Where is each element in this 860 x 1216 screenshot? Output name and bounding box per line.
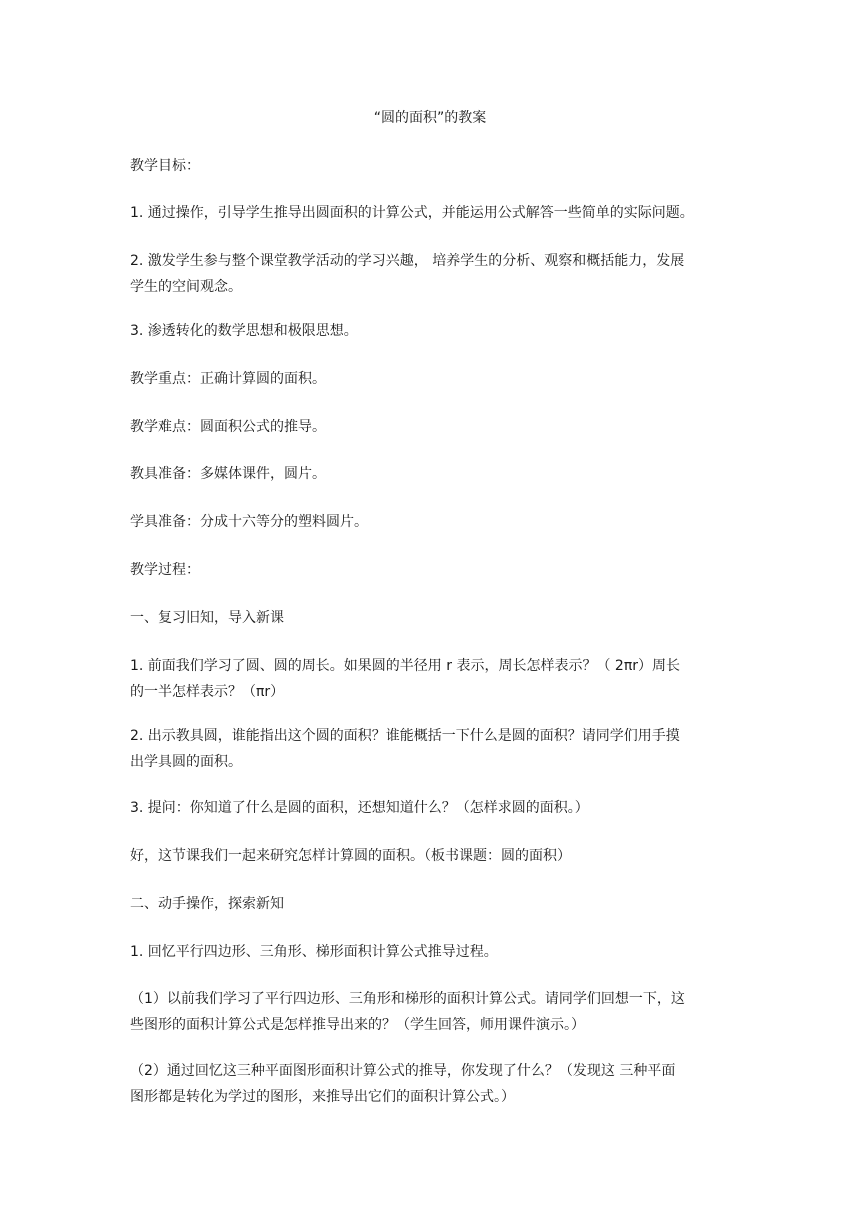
paragraph-line: 学具准备：分成十六等分的塑料圆片。: [130, 514, 368, 530]
paragraph-line: （2）通过回忆这三种平面图形面积计算公式的推导，你发现了什么？（发现这 三种平面: [130, 1063, 676, 1079]
paragraph-line: 一、复习旧知，导入新课: [130, 610, 284, 626]
paragraph-review-2: [130, 723, 750, 775]
paragraph-goal-2: [130, 248, 750, 300]
paragraph-teaching-tools: [130, 461, 750, 487]
paragraph-line: 出学具圆的面积。: [130, 754, 242, 770]
paragraph-review-3: [130, 795, 750, 821]
paragraph-line: 1. 回忆平行四边形、三角形、梯形面积计算公式推导过程。: [130, 944, 498, 960]
paragraph-line: 教具准备：多媒体课件，圆片。: [130, 466, 326, 482]
paragraph-goal-1: [130, 200, 750, 226]
paragraph-line: 3. 提问：你知道了什么是圆的面积，还想知道什么？（怎样求圆的面积。）: [130, 800, 589, 816]
paragraph-line: 1. 前面我们学习了圆、圆的周长。如果圆的半径用 r 表示，周长怎样表示？（ 2πr）周长: [130, 658, 681, 674]
paragraph-line: 好，这节课我们一起来研究怎样计算圆的面积。（板书课题：圆的面积）: [130, 848, 571, 864]
paragraph-line: 的一半怎样表示？（πr）: [130, 684, 285, 700]
document-title: “圆的面积”的教案: [373, 110, 487, 126]
paragraph-line: 学生的空间观念。: [130, 279, 242, 295]
paragraph-review-1: [130, 653, 750, 705]
paragraph-line: 1. 通过操作，引导学生推导出圆面积的计算公式，并能运用公式解答一些简单的实际问题。: [130, 205, 694, 221]
section-heading-review: [130, 605, 750, 631]
paragraph-line: 教学难点：圆面积公式的推导。: [130, 419, 326, 435]
paragraph-transition: [130, 843, 750, 869]
paragraph-student-tools: [130, 509, 750, 535]
paragraph-line: 教学目标：: [130, 158, 200, 174]
paragraph-difficulty: [130, 414, 750, 440]
paragraph-line: 2. 激发学生参与整个课堂教学活动的学习兴趣， 培养学生的分析、观察和概括能力，发展: [130, 253, 685, 269]
paragraph-goal-3: [130, 318, 750, 344]
paragraph-line: 些图形的面积计算公式是怎样推导出来的？（学生回答，师用课件演示。）: [130, 1017, 585, 1033]
paragraph-process-heading: [130, 557, 750, 583]
paragraph-line: 二、动手操作，探索新知: [130, 896, 284, 912]
section-heading-explore: [130, 891, 750, 917]
paragraph-line: 3. 渗透转化的数学思想和极限思想。: [130, 323, 358, 339]
paragraph-key-point: [130, 366, 750, 392]
paragraph-explore-1-1: [130, 986, 750, 1038]
paragraph-line: 2. 出示教具圆，谁能指出这个圆的面积？谁能概括一下什么是圆的面积？请同学们用手摸: [130, 728, 680, 744]
paragraph-teaching-goals-heading: [130, 153, 750, 179]
paragraph-explore-1-2: [130, 1058, 750, 1110]
paragraph-line: 教学过程：: [130, 562, 200, 578]
paragraph-line: 教学重点：正确计算圆的面积。: [130, 371, 326, 387]
paragraph-line: （1）以前我们学习了平行四边形、三角形和梯形的面积计算公式。请同学们回想一下，这: [130, 991, 685, 1007]
paragraph-line: 图形都是转化为学过的图形，来推导出它们的面积计算公式。）: [130, 1089, 515, 1105]
paragraph-explore-1: [130, 939, 750, 965]
